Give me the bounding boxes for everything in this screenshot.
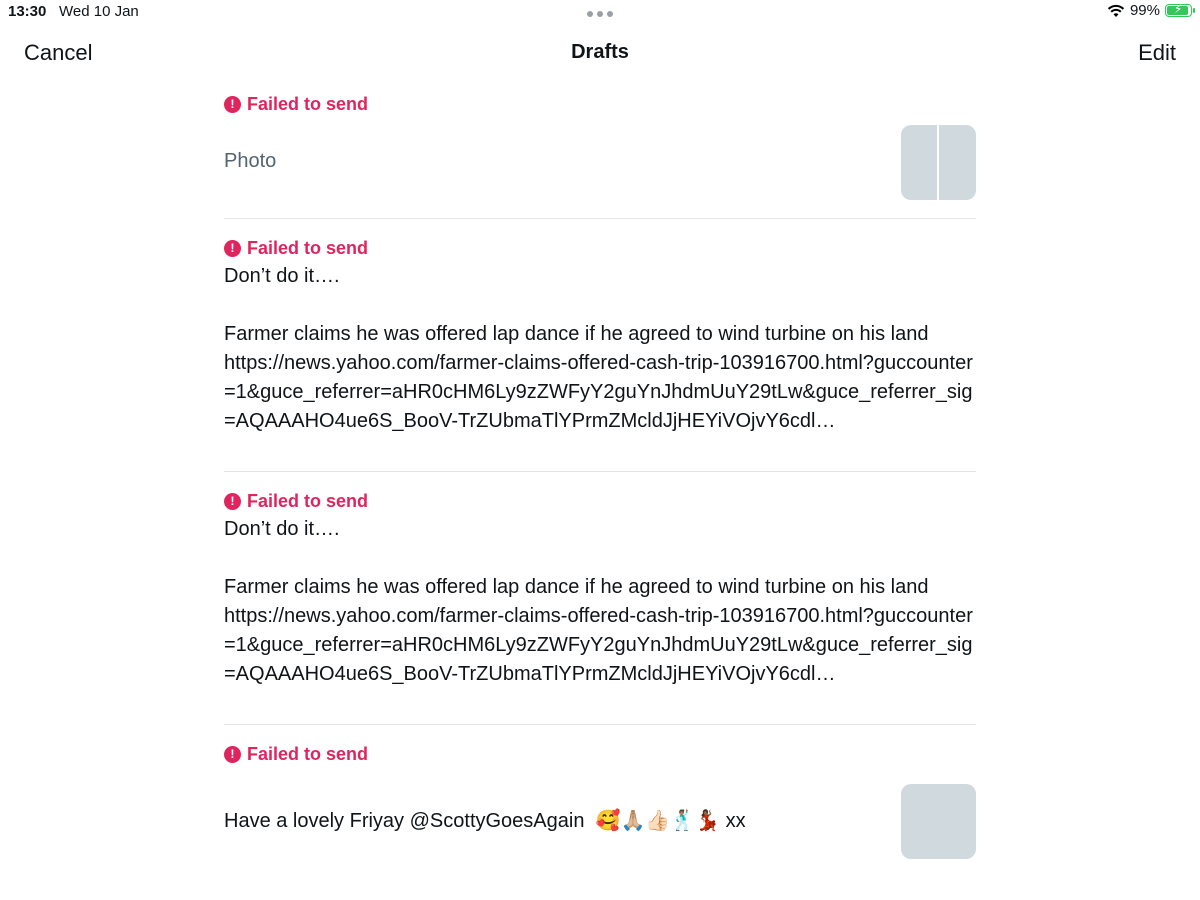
multitasking-dots-icon[interactable] — [587, 11, 613, 17]
draft-link: https://news.yahoo.com/farmer-claims-offered-cash-trip-103916700.html?guccounter=1&guce_referrer=aHR0cHM6Ly9zZWFyY2guYnJhdmUuY29tLw&guce_referrer_sig=AQAAAHO4ue6S_BooV-TrZUbmaTlYPrmZMcldJjHEYiVOjvY6cdl… — [224, 352, 973, 432]
draft-text: Photo — [224, 150, 277, 172]
edit-button[interactable]: Edit — [1138, 40, 1176, 65]
status-indicators — [1107, 2, 1192, 19]
draft-photo-thumbnail[interactable] — [901, 125, 976, 200]
failed-to-send-label: Failed to send — [247, 93, 369, 114]
draft-item[interactable] — [224, 734, 976, 874]
status-date: Wed 10 Jan — [59, 3, 139, 20]
failed-to-send-label: Failed to send — [247, 743, 369, 764]
failed-to-send-label: Failed to send — [247, 490, 369, 511]
draft-item[interactable] — [224, 84, 976, 219]
error-icon: ! — [224, 96, 241, 113]
status-time: 13:30 — [8, 3, 47, 20]
drafts-list — [224, 84, 976, 874]
draft-photo-thumbnail[interactable] — [901, 784, 976, 859]
failed-to-send-status — [224, 734, 976, 774]
page-title: Drafts — [571, 41, 629, 63]
draft-text: Don’t do it…. Farmer claims he was offered lap dance if he agreed to wind turbine on his land — [224, 518, 929, 598]
cancel-button[interactable]: Cancel — [24, 40, 93, 65]
battery-icon: ⚡ — [1165, 4, 1192, 17]
draft-item[interactable] — [224, 481, 976, 725]
navigation-bar — [0, 28, 1200, 78]
wifi-icon — [1107, 4, 1125, 18]
draft-text: Don’t do it…. Farmer claims he was offered lap dance if he agreed to wind turbine on his land — [224, 265, 929, 345]
status-bar — [0, 0, 1200, 26]
error-icon: ! — [224, 746, 241, 763]
error-icon: ! — [224, 240, 241, 257]
error-icon: ! — [224, 493, 241, 510]
failed-to-send-status — [224, 84, 976, 124]
draft-item[interactable] — [224, 228, 976, 472]
failed-to-send-label: Failed to send — [247, 237, 369, 258]
battery-percent: 99% — [1129, 2, 1160, 19]
draft-text: Have a lovely Friyay @ScottyGoesAgain 🥰🙏🏼👍🏻🕺🏽💃🏾 xx — [224, 810, 746, 832]
draft-link: https://news.yahoo.com/farmer-claims-offered-cash-trip-103916700.html?guccounter=1&guce_referrer=aHR0cHM6Ly9zZWFyY2guYnJhdmUuY29tLw&guce_referrer_sig=AQAAAHO4ue6S_BooV-TrZUbmaTlYPrmZMcldJjHEYiVOjvY6cdl… — [224, 605, 973, 685]
